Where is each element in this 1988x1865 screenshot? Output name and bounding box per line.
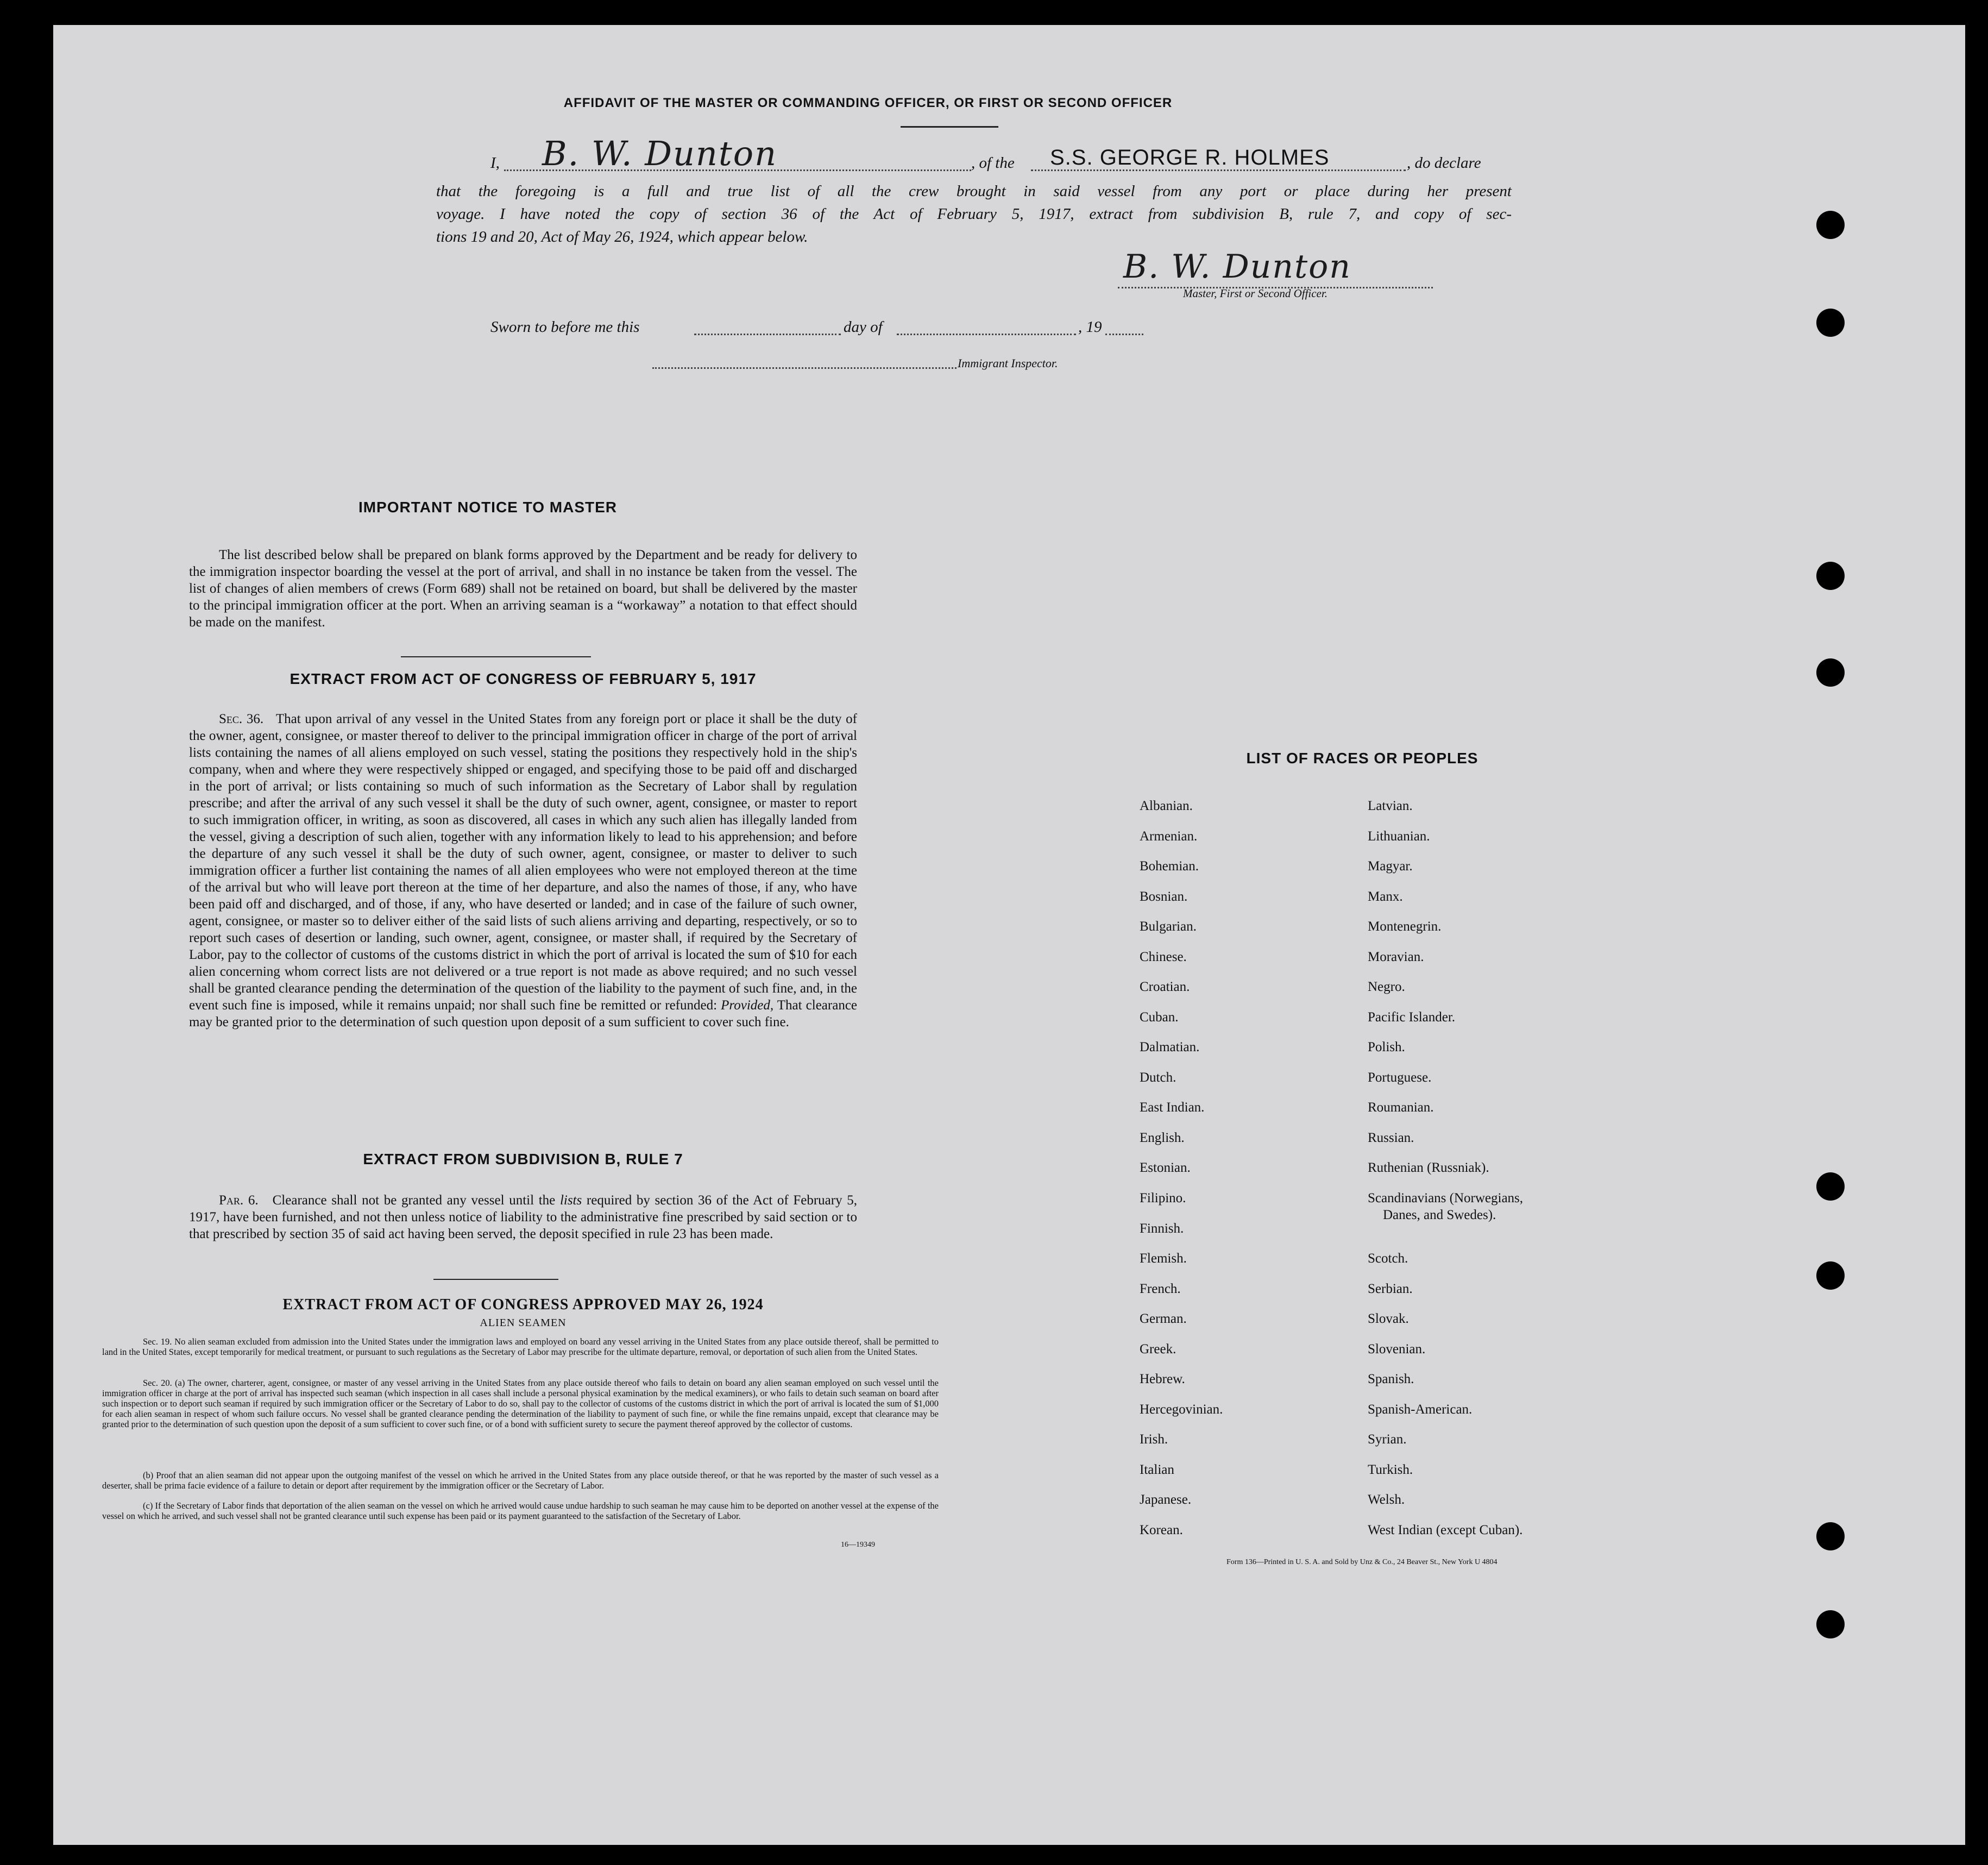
race-item: Polish. bbox=[1368, 1040, 1405, 1054]
race-item: Ruthenian (Russniak). bbox=[1368, 1160, 1489, 1175]
race-item: Estonian. bbox=[1140, 1160, 1191, 1175]
race-item: Serbian. bbox=[1368, 1282, 1413, 1296]
affidavit-title: AFFIDAVIT OF THE MASTER OR COMMANDING OFFICER, OR FIRST OR SECOND OFFICER bbox=[563, 96, 1173, 110]
race-item: Flemish. bbox=[1140, 1251, 1187, 1266]
par-label: Par. 6. bbox=[219, 1193, 259, 1208]
race-item: Welsh. bbox=[1368, 1492, 1405, 1507]
punch-hole bbox=[1816, 309, 1845, 337]
extract-1924-title: EXTRACT FROM ACT OF CONGRESS APPROVED MAY 26, 1924 bbox=[282, 1296, 764, 1313]
race-item: Syrian. bbox=[1368, 1432, 1407, 1447]
race-item: Korean. bbox=[1140, 1523, 1183, 1537]
affidavit-line-2: that the foregoing is a full and true list of all the crew brought in said vessel from any port or place during her present bbox=[436, 183, 1512, 200]
extract-1917-title: EXTRACT FROM ACT OF CONGRESS OF FEBRUARY 5, 1917 bbox=[290, 670, 757, 687]
notice-title: IMPORTANT NOTICE TO MASTER bbox=[358, 499, 618, 516]
punch-hole bbox=[1816, 658, 1845, 687]
race-item: Bosnian. bbox=[1140, 889, 1188, 904]
race-item: Portuguese. bbox=[1368, 1070, 1432, 1085]
affidavit-line-4: tions 19 and 20, Act of May 26, 1924, which appear below. bbox=[436, 228, 808, 246]
sec19-text: Sec. 19. No alien seaman excluded from admission into the United States under the immigration laws and employed on board any vessel arriving in the United States from any place outside thereof, shall be permitted to land in the United States, except temporarily for medical treatment, or pursuant to such regulations as the Secretary of Labor may prescribe for the ultimate departure, removal, or deportation of such alien from the United States. bbox=[102, 1336, 939, 1357]
race-item: Spanish-American. bbox=[1368, 1402, 1473, 1417]
race-item: Bulgarian. bbox=[1140, 919, 1197, 934]
race-item: Slovenian. bbox=[1368, 1342, 1426, 1357]
sec20a-text: Sec. 20. (a) The owner, charterer, agent, consignee, or master of any vessel arriving in the United States from any place outside thereof who fails to detain on board any alien seaman employed on such vessel until the immigration officer in charge at the port of arrival has inspected such seaman (which inspection in all cases shall include a personal physical examination by the medical examiners), or who fails to detain such seaman on board after such inspection or to deport such seaman if required by such immigration officer or the Secretary of Labor to do so, shall pay to the collector of customs of the customs district in which the port of arrival is located the sum of $1,000 for each alien seaman in respect of whom such failure occurs. No vessel shall be granted clearance pending the determination of the liability to payment of such fine, or while the fine remains unpaid, except that clearance may be granted prior to the determination of such question upon the deposit of a sum sufficient to cover such fine, or of a bond with sufficient surety to secure the payment thereof approved by the collector of customs. bbox=[102, 1378, 939, 1429]
punch-hole bbox=[1816, 1261, 1845, 1290]
race-item: West Indian (except Cuban). bbox=[1368, 1523, 1523, 1537]
section-text: That upon arrival of any vessel in the United States from any foreign port or place it shall be the duty of the owner, agent, consignee, or master thereof to deliver to the principal immigration officer in charge of the port of arrival lists containing the names of all aliens employed on such vessel, stating the positions they respectively hold in the ship's company, when and where they were respectively shipped or engaged, and specifying those to be paid off and discharged in the port of arrival; or lists containing so much of such information as the Secretary of Labor shall by regulation prescribe; and after the arrival of any such vessel it shall be the duty of such owner, agent, consignee, or master to report to such immigration officer, in writing, as soon as discovered, all cases in which any such alien has illegally landed from the vessel, giving a description of such alien, together with any information likely to lead to his apprehension; and before the departure of any such vessel it shall be the duty of such owner, agent, consignee, or master to deliver to such immigration officer a further list containing the names of all alien employees who were not employed thereon at the time of the arrival but who will leave port thereon at the time of her departure, and also the names of those, if any, who have been paid off and discharged, and of those, if any, who have deserted or landed; and in case of the failure of such owner, agent, consignee, or master so to deliver either of the said lists of such aliens arriving and departing, respectively, or so to report such cases of desertion or landing, such owner, agent, consignee, or master shall, if required by the Secretary of Labor, pay to the collector of customs of the customs district in which the port of arrival is located the sum of $10 for each alien concerning whom correct lists are not delivered or a true report is not made as above required; and no such vessel shall be granted clearance pending the determination of the question of the liability to the payment of such fine, and, in the event such fine is imposed, while it remains unpaid; nor shall such fine be remitted or refunded: bbox=[189, 712, 857, 1013]
race-item: Lithuanian. bbox=[1368, 829, 1430, 844]
race-item: Armenian. bbox=[1140, 829, 1198, 844]
divider bbox=[901, 126, 998, 128]
provided-word: Provided, bbox=[721, 998, 774, 1013]
date-blank bbox=[694, 322, 841, 335]
race-item: Hercegovinian. bbox=[1140, 1402, 1223, 1417]
year-blank bbox=[1105, 322, 1143, 335]
race-item: Scandinavians (Norwegians, bbox=[1368, 1191, 1524, 1205]
race-item: Albanian. bbox=[1140, 799, 1193, 813]
race-item: Turkish. bbox=[1368, 1462, 1413, 1477]
divider bbox=[401, 656, 591, 657]
race-item: Scotch. bbox=[1368, 1251, 1408, 1266]
year-label: , 19 bbox=[1078, 318, 1102, 336]
race-item: Moravian. bbox=[1368, 950, 1424, 964]
rule7-text-b: required by section 36 of the Act of February 5, 1917, have been furnished, and not then unless notice of liability to the administrative fine prescribed by said section or to that prescribed by section 35 of said act having been served, the deposit specified in rule 23 has been made. bbox=[189, 1193, 858, 1241]
inspector-blank bbox=[652, 355, 957, 369]
race-item: Montenegrin. bbox=[1368, 919, 1442, 934]
punch-hole bbox=[1816, 1172, 1845, 1201]
race-item: Bohemian. bbox=[1140, 859, 1199, 874]
sworn-label: Sworn to before me this bbox=[490, 318, 640, 336]
extract-rule7-title: EXTRACT FROM SUBDIVISION B, RULE 7 bbox=[363, 1151, 683, 1167]
race-item: Cuban. bbox=[1140, 1010, 1179, 1025]
race-item: Chinese. bbox=[1140, 950, 1187, 964]
print-code: 16—19349 bbox=[841, 1541, 875, 1549]
extract-1924-subtitle: ALIEN SEAMEN bbox=[480, 1317, 567, 1329]
race-item: Dalmatian. bbox=[1140, 1040, 1200, 1054]
month-blank bbox=[897, 322, 1076, 335]
race-item: Pacific Islander. bbox=[1368, 1010, 1456, 1025]
race-item: Manx. bbox=[1368, 889, 1403, 904]
lists-word: lists bbox=[559, 1193, 582, 1208]
race-item: Latvian. bbox=[1368, 799, 1413, 813]
extract-rule7-text bbox=[189, 1192, 857, 1242]
race-item: Croatian. bbox=[1140, 979, 1190, 994]
punch-hole bbox=[1816, 211, 1845, 239]
rule7-text-a: Clearance shall not be granted any vessel until the bbox=[272, 1193, 556, 1208]
punch-hole bbox=[1816, 562, 1845, 590]
affidavit-i-label: I, bbox=[490, 154, 500, 172]
handwritten-signature: B. W. Dunton bbox=[1123, 248, 1351, 286]
of-the-label: , of the bbox=[971, 154, 1015, 172]
race-item: Dutch. bbox=[1140, 1070, 1177, 1085]
notice-text: The list described below shall be prepared on blank forms approved by the Department and be ready for delivery to the immigration inspector boarding the vessel at the port of arrival, and shall in no instance be taken from the vessel. The list of changes of alien members of crews (Form 689) shall not be retained on board, but shall be delivered by the master to the principal immigration officer at the port. When an arriving seaman is a “workaway” a notation to that effect should be made on the manifest. bbox=[189, 548, 857, 630]
day-of-label: day of bbox=[844, 318, 883, 336]
do-declare-label: , do declare bbox=[1407, 154, 1481, 172]
handwritten-name: B. W. Dunton bbox=[542, 134, 778, 173]
race-item: Japanese. bbox=[1140, 1492, 1192, 1507]
races-title: LIST OF RACES OR PEOPLES bbox=[1246, 750, 1479, 767]
section-text-end: That clearance may be granted prior to the determination of such question upon deposit of a sum sufficient to cover such fine. bbox=[189, 998, 858, 1029]
race-item: English. bbox=[1140, 1131, 1185, 1145]
race-item: Russian. bbox=[1368, 1131, 1414, 1145]
punch-hole bbox=[1816, 1610, 1845, 1638]
race-item: Filipino. bbox=[1140, 1191, 1186, 1205]
race-item: Hebrew. bbox=[1140, 1372, 1185, 1386]
vessel-name: S.S. GEORGE R. HOLMES bbox=[1050, 146, 1330, 169]
race-item: German. bbox=[1140, 1311, 1187, 1326]
form-footer: Form 136—Printed in U. S. A. and Sold by Unz & Co., 24 Beaver St., New York U 4804 bbox=[1226, 1558, 1498, 1566]
race-item: Italian bbox=[1140, 1462, 1174, 1477]
extract-1917-text bbox=[189, 711, 857, 1031]
race-item: Spanish. bbox=[1368, 1372, 1414, 1386]
sec20c-text: (c) If the Secretary of Labor finds that deportation of the alien seaman on the vessel on which he arrived would cause undue hardship to such seaman he may cause him to be deported on another vessel at the expense of the vessel on which he arrived, and such vessel shall not be granted clearance until such expense has been paid or its payment guaranteed to the satisfaction of the Secretary of Labor. bbox=[102, 1500, 939, 1521]
race-item: Magyar. bbox=[1368, 859, 1413, 874]
race-item: Greek. bbox=[1140, 1342, 1177, 1357]
race-item: Slovak. bbox=[1368, 1311, 1409, 1326]
race-item: Danes, and Swedes). bbox=[1383, 1208, 1496, 1222]
race-item: Roumanian. bbox=[1368, 1100, 1434, 1115]
affidavit-line-3: voyage. I have noted the copy of section 36 of the Act of February 5, 1917, extract from subdivision B, rule 7, and copy of sec- bbox=[436, 205, 1512, 223]
inspector-caption: Immigrant Inspector. bbox=[958, 356, 1058, 370]
race-item: East Indian. bbox=[1140, 1100, 1205, 1115]
race-item: Irish. bbox=[1140, 1432, 1168, 1447]
document-page bbox=[53, 25, 1965, 1845]
race-item: French. bbox=[1140, 1282, 1181, 1296]
sec20b-text: (b) Proof that an alien seaman did not appear upon the outgoing manifest of the vessel on which he arrived in the United States from any place outside thereof, or that he was reported by the master of such vessel as a deserter, shall be prima facie evidence of a failure to detain or deport after requirement by the immigration officer or the Secretary of Labor. bbox=[102, 1470, 939, 1491]
divider bbox=[433, 1279, 558, 1280]
section-label: Sec. 36. bbox=[219, 712, 264, 726]
punch-hole bbox=[1816, 1522, 1845, 1550]
race-item: Negro. bbox=[1368, 979, 1405, 994]
race-item: Finnish. bbox=[1140, 1221, 1184, 1236]
signature-caption: Master, First or Second Officer. bbox=[1183, 287, 1328, 300]
